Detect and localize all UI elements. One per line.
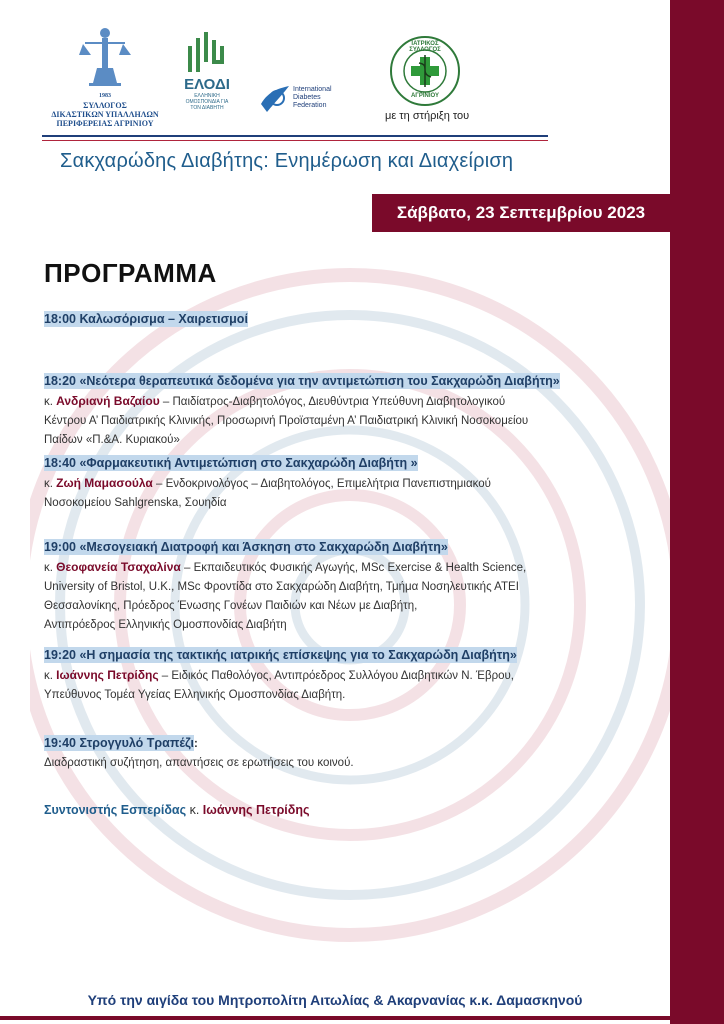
speaker-name: Ιωάννης Πετρίδης (56, 668, 159, 682)
program-item: 18:20 «Νεότερα θεραπευτικά δεδομένα για την αντιμετώπιση του Σακχαρώδη Διαβήτη» κ. Ανδριανή Βαζαίου – Παιδίατρος-Διαβητολόγος, Διευθύντρια Υπεύθυνη Διαβητολογικού Κέντρου Α’ Παιδιατρικής Κλινικής, Προσωρινή Προϊσταμένη Α’ Παιδιατρική Κλινική Νοσοκομείου Παίδων «Π.&Α. Κυριακού» (44, 372, 664, 450)
idf-line1: International (293, 86, 332, 93)
footer-underline (0, 1016, 670, 1020)
medical-association-bottom: ΑΓΡΙΝΙΟΥ (410, 93, 440, 99)
speaker-details: Κέντρου Α’ Παιδιατρικής Κλινικής, Προσωρινή Προϊσταμένη Α’ Παιδιατρική Κλινική Νοσοκομείου (44, 415, 529, 427)
speaker-details: – Παιδίατρος-Διαβητολόγος, Διευθύντρια Υπεύθυνη Διαβητολογικού (159, 396, 506, 408)
program-item-title: 18:20 «Νεότερα θεραπευτικά δεδομένα για την αντιμετώπιση του Σακχαρώδη Διαβήτη» (44, 374, 560, 388)
support-text: με τη στήριξη του (385, 110, 470, 122)
idf-line3: Federation (293, 102, 327, 109)
program-item: 19:20 «Η σημασία της τακτικής ιατρικής επίσκεψης για το Σακχαρώδη Διαβήτη» κ. Ιωάννης Πετρίδης – Ειδικός Παθολόγος, Αντιπρόεδρος Συλλόγου Διαβητικών Ν. Έβρου, Υπεύθυνος Τομέα Υγείας Ελληνικής Ομοσπονδίας Διαβήτη. (44, 646, 664, 705)
header-divider-red (42, 140, 548, 141)
idf-logo (257, 82, 357, 118)
program-item: 18:40 «Φαρμακευτική Αντιμετώπιση στο Σακχαρώδη Διαβήτη » κ. Ζωή Μαμασούλα – Ενδοκρινολόγος – Διαβητολόγος, Επιμελήτρια Πανεπιστημιακού Νοσοκομείου Sahlgrenska, Σουηδία (44, 454, 664, 513)
court-employees-union-logo (45, 25, 165, 128)
program-item-title: 18:00 Καλωσόρισμα – Χαιρετισμοί (44, 312, 248, 326)
union-year: 1983 (99, 93, 111, 99)
union-name-line3: ΠΕΡΙΦΕΡΕΙΑΣ ΑΓΡΙΝΙΟΥ (56, 119, 154, 128)
justice-statue-icon (75, 25, 135, 87)
speaker-name: Ανδριανή Βαζαίου (56, 394, 160, 408)
idf-line2: Diabetes (293, 94, 321, 101)
right-decorative-bar (670, 0, 724, 1024)
medical-association-top: ΙΑΤΡΙΚΟΣ ΣΥΛΛΟΓΟΣ (409, 41, 441, 53)
moderator-label: Συντονιστής Εσπερίδας (44, 803, 187, 817)
elodi-subtitle: ΕΛΛΗΝΙΚΗ ΟΜΟΣΠΟΝΔΙΑ ΓΙΑ ΤΟΝ ΔΙΑΒΗΤΗ (185, 93, 229, 111)
speaker-name: Θεοφανεία Τσαχαλίνα (56, 560, 181, 574)
moderator-line: Συντονιστής Εσπερίδας κ. Ιωάννης Πετρίδης (44, 803, 310, 817)
speaker-details: Παίδων «Π.&Α. Κυριακού» (44, 434, 180, 446)
speaker-details: – Ειδικός Παθολόγος, Αντιπρόεδρος Συλλόγου Διαβητικών Ν. Έβρου, (158, 670, 514, 682)
event-title: Σακχαρώδης Διαβήτης: Ενημέρωση και Διαχείριση (60, 150, 514, 172)
speaker-name: Ζωή Μαμασούλα (56, 476, 153, 490)
moderator-name: Ιωάννης Πετρίδης (202, 803, 310, 817)
header-divider-blue (42, 135, 548, 137)
speaker-details: Αντιπρόεδρος Ελληνικής Ομοσπονδίας Διαβήτη (44, 619, 287, 631)
speaker-details: Νοσοκομείου Sahlgrenska, Σουηδία (44, 497, 227, 509)
program-item (44, 310, 664, 330)
program-item: 19:00 «Μεσογειακή Διατροφή και Άσκηση στο Σακχαρώδη Διαβήτη» κ. Θεοφανεία Τσαχαλίνα – Εκπαιδευτικός Φυσικής Αγωγής, MSc Exercise & Health Science, University of Bristol, U.K., MSc Φροντίδα στο Σακχαρώδη Διαβήτη, Τμήμα Νοσηλευτικής ΑΤΕΙ Θεσσαλονίκης, Πρόεδρος Ένωσης Γονέων Παιδιών και Νέων με Διαβήτη, Αντιπρόεδρος Ελληνικής Ομοσπονδίας Διαβήτη (44, 538, 664, 635)
program-item-title: 19:00 «Μεσογειακή Διατροφή και Άσκηση στο Σακχαρώδη Διαβήτη» (44, 540, 448, 554)
speaker-details: – Εκπαιδευτικός Φυσικής Αγωγής, MSc Exercise & Health Science, (180, 562, 527, 574)
elodi-bars-icon (182, 30, 232, 72)
program-item-title: 19:20 «Η σημασία της τακτικής ιατρικής επίσκεψης για το Σακχαρώδη Διαβήτη» (44, 648, 517, 662)
speaker-details: – Ενδοκρινολόγος – Διαβητολόγος, Επιμελήτρια Πανεπιστημιακού (152, 478, 491, 490)
speaker-details: University of Bristol, U.K., MSc Φροντίδα στο Σακχαρώδη Διαβήτη, Τμήμα Νοσηλευτικής ΑΤΕΙ (44, 581, 519, 593)
item-description: Διαδραστική συζήτηση, απαντήσεις σε ερωτήσεις του κοινού. (44, 757, 354, 769)
union-name-line1: ΣΥΛΛΟΓΟΣ (83, 101, 127, 110)
elodi-name: ΕΛΟΔΙ (184, 76, 230, 93)
program-heading: ΠΡΟΓΡΑΜΜΑ (44, 258, 217, 288)
program-item-title: 18:40 «Φαρμακευτική Αντιμετώπιση στο Σακχαρώδη Διαβήτη » (44, 456, 418, 470)
medical-association-seal (385, 35, 465, 107)
union-name-line2: ΔΙΚΑΣΤΙΚΩΝ ΥΠΑΛΛΗΛΩΝ (51, 110, 159, 119)
elodi-logo (172, 30, 242, 111)
idf-bird-icon (257, 82, 291, 116)
event-date: Σάββατο, 23 Σεπτεμβρίου 2023 (372, 194, 670, 232)
speaker-details: Θεσσαλονίκης, Πρόεδρος Ένωσης Γονέων Παιδιών και Νέων με Διαβήτη, (44, 600, 418, 612)
footer-patronage: Υπό την αιγίδα του Μητροπολίτη Αιτωλίας & Ακαρνανίας κ.κ. Δαμασκηνού (87, 992, 583, 1008)
speaker-details: Υπεύθυνος Τομέα Υγείας Ελληνικής Ομοσπονδίας Διαβήτη. (44, 689, 346, 701)
program-item: 19:40 Στρογγυλό Τραπέζι: Διαδραστική συζήτηση, απαντήσεις σε ερωτήσεις του κοινού. (44, 734, 664, 773)
program-item-title: 19:40 Στρογγυλό Τραπέζι (44, 736, 194, 750)
